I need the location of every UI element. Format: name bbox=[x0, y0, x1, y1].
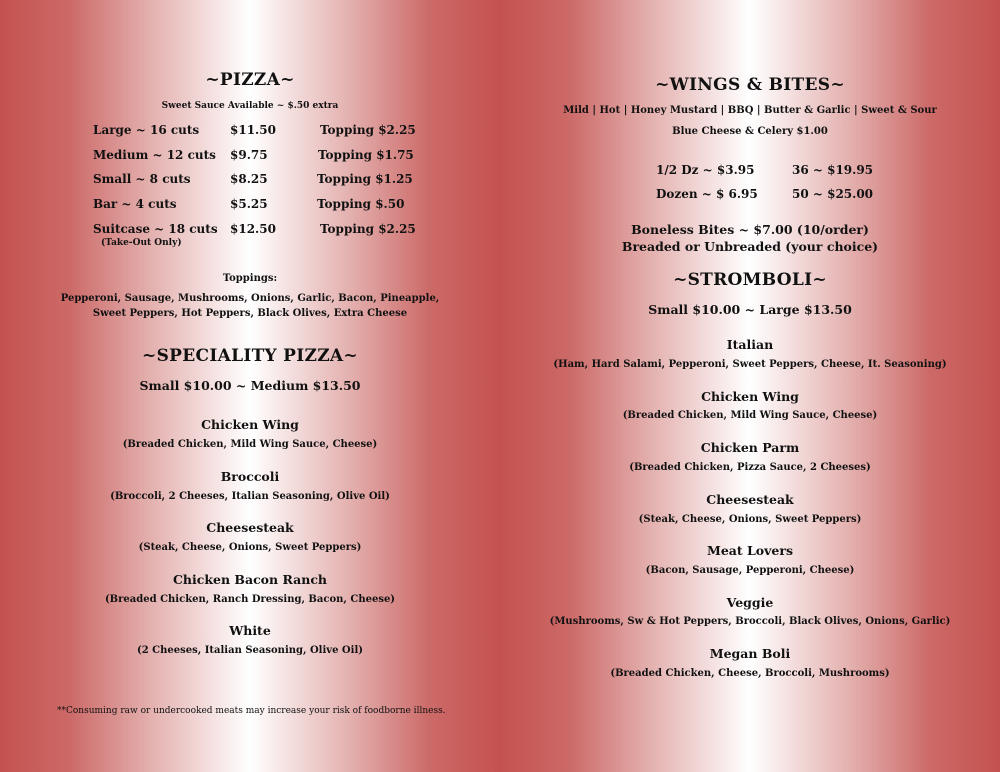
stromboli-item-name: Meat Lovers bbox=[707, 543, 793, 558]
wings-price: Dozen ~ $ 6.95 bbox=[656, 187, 758, 201]
stromboli-item-name: Chicken Parm bbox=[700, 440, 800, 455]
stromboli-item-desc: (Breaded Chicken, Cheese, Broccoli, Mushrooms) bbox=[610, 668, 890, 679]
stromboli-item-name: Italian bbox=[726, 337, 774, 352]
pizza-topping-price: Topping $2.25 bbox=[320, 222, 416, 236]
boneless-bites: Boneless Bites ~ $7.00 (10/order) bbox=[631, 222, 869, 237]
pizza-topping-price: Topping $1.25 bbox=[317, 172, 413, 186]
pizza-size: Small ~ 8 cuts bbox=[93, 172, 191, 186]
wings-price: 36 ~ $19.95 bbox=[792, 163, 874, 177]
stromboli-item-name: Chicken Wing bbox=[701, 389, 799, 404]
stromboli-item-desc: (Mushrooms, Sw & Hot Peppers, Broccoli, Black Olives, Onions, Garlic) bbox=[549, 616, 951, 627]
wing-sauces: Mild | Hot | Honey Mustard | BBQ | Butter & Garlic | Sweet & Sour bbox=[563, 105, 937, 116]
speciality-item-desc: (Breaded Chicken, Ranch Dressing, Bacon, Cheese) bbox=[104, 594, 396, 605]
right-menu-panel bbox=[500, 0, 1000, 772]
stromboli-item-desc: (Steak, Cheese, Onions, Sweet Peppers) bbox=[638, 514, 862, 525]
speciality-item-name: Chicken Wing bbox=[201, 417, 299, 432]
stromboli-prices: Small $10.00 ~ Large $13.50 bbox=[648, 302, 852, 317]
wings-price: 1/2 Dz ~ $3.95 bbox=[656, 163, 755, 177]
wings-price: 50 ~ $25.00 bbox=[792, 187, 874, 201]
speciality-item-desc: (Broccoli, 2 Cheeses, Italian Seasoning, Olive Oil) bbox=[110, 491, 390, 502]
pizza-topping-price: Topping $2.25 bbox=[320, 123, 416, 137]
toppings-label: Toppings: bbox=[222, 273, 278, 284]
speciality-item-name: White bbox=[229, 623, 271, 638]
speciality-pizza-title: ~SPECIALITY PIZZA~ bbox=[142, 346, 358, 366]
pizza-size: Medium ~ 12 cuts bbox=[93, 148, 216, 162]
breaded-choice: Breaded or Unbreaded (your choice) bbox=[621, 239, 879, 254]
suitcase-note: (Take-Out Only) bbox=[101, 238, 182, 248]
toppings-list-line1: Pepperoni, Sausage, Mushrooms, Onions, Garlic, Bacon, Pineapple, bbox=[60, 293, 440, 304]
pizza-price: $5.25 bbox=[230, 197, 268, 211]
blue-cheese-note: Blue Cheese & Celery $1.00 bbox=[672, 126, 828, 137]
food-safety-disclaimer: **Consuming raw or undercooked meats may increase your risk of foodborne illness. bbox=[57, 706, 446, 716]
stromboli-item-name: Veggie bbox=[726, 595, 774, 610]
stromboli-item-name: Megan Boli bbox=[709, 646, 791, 661]
sweet-sauce-note: Sweet Sauce Available ~ $.50 extra bbox=[161, 101, 339, 111]
pizza-topping-price: Topping $1.75 bbox=[318, 148, 414, 162]
stromboli-item-desc: (Ham, Hard Salami, Pepperoni, Sweet Peppers, Cheese, It. Seasoning) bbox=[553, 359, 947, 370]
speciality-item-name: Chicken Bacon Ranch bbox=[172, 572, 328, 587]
pizza-price: $11.50 bbox=[230, 123, 276, 137]
speciality-item-desc: (2 Cheeses, Italian Seasoning, Olive Oil) bbox=[137, 645, 363, 656]
speciality-item-name: Broccoli bbox=[220, 469, 280, 484]
stromboli-title: ~STROMBOLI~ bbox=[673, 270, 827, 290]
pizza-price: $9.75 bbox=[230, 148, 268, 162]
speciality-item-name: Cheesesteak bbox=[206, 520, 294, 535]
stromboli-item-desc: (Breaded Chicken, Mild Wing Sauce, Cheese) bbox=[622, 410, 878, 421]
pizza-size: Suitcase ~ 18 cuts bbox=[93, 222, 218, 236]
speciality-prices: Small $10.00 ~ Medium $13.50 bbox=[139, 378, 361, 393]
pizza-price: $12.50 bbox=[230, 222, 276, 236]
pizza-topping-price: Topping $.50 bbox=[317, 197, 405, 211]
pizza-size: Large ~ 16 cuts bbox=[93, 123, 200, 137]
toppings-list-line2: Sweet Peppers, Hot Peppers, Black Olives, Extra Cheese bbox=[92, 308, 408, 319]
stromboli-item-desc: (Breaded Chicken, Pizza Sauce, 2 Cheeses) bbox=[629, 462, 871, 473]
pizza-price: $8.25 bbox=[230, 172, 268, 186]
pizza-size: Bar ~ 4 cuts bbox=[93, 197, 177, 211]
stromboli-item-desc: (Bacon, Sausage, Pepperoni, Cheese) bbox=[645, 565, 855, 576]
speciality-item-desc: (Breaded Chicken, Mild Wing Sauce, Cheese) bbox=[122, 439, 378, 450]
speciality-item-desc: (Steak, Cheese, Onions, Sweet Peppers) bbox=[138, 542, 362, 553]
pizza-title: ~PIZZA~ bbox=[205, 70, 295, 90]
wings-title: ~WINGS & BITES~ bbox=[655, 75, 845, 95]
stromboli-item-name: Cheesesteak bbox=[706, 492, 794, 507]
